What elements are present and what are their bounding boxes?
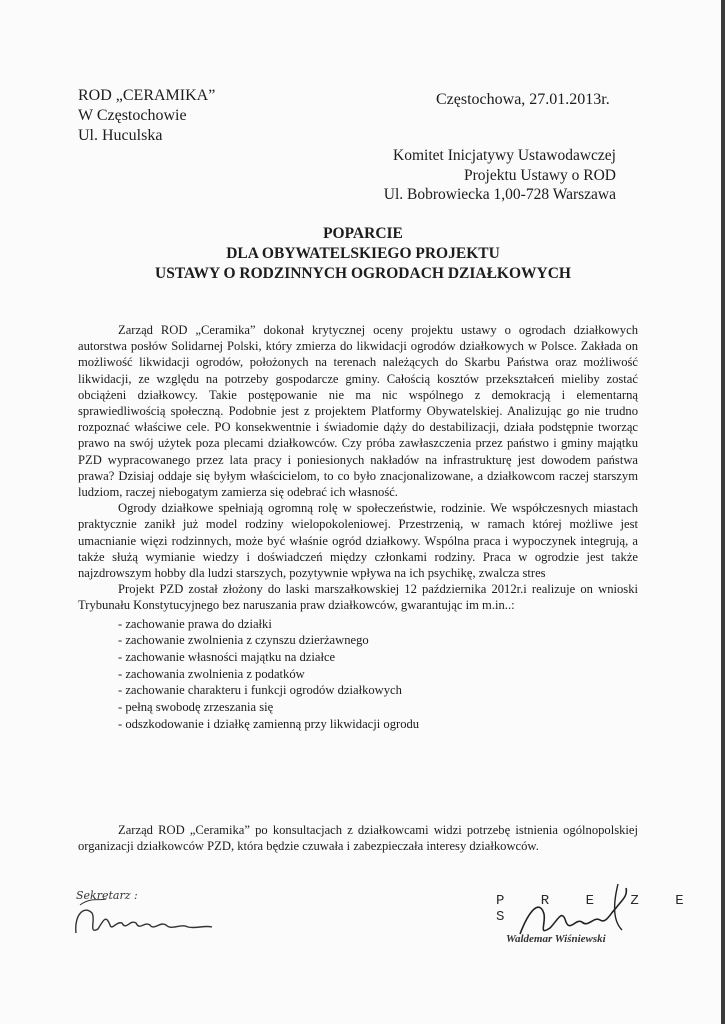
- title-line: USTAWY O RODZINNYCH OGRODACH DZIAŁKOWYCH: [155, 265, 571, 282]
- paragraph: Ogrody działkowe spełniają ogromną rolę w społeczeństwie, rodzinie. We współczesnych miastach praktycznie zanikł już model rodziny wielopokoleniowej. Przestrzenią, w ramach której możliwe jest umacnianie więzi rodzinnych, może być właśnie ogród działkowy. Wspólna praca i wypoczynek integrują, a także służą wymianie wiedzy i doświadczeń między członkami rodziny. Praca w ogrodzie jest także najzdrowszym hobby dla ludzi starszych, pozytywnie wpływa na ich psychikę, zwalcza stres: [78, 501, 638, 581]
- recipient-line: Komitet Inicjatywy Ustawodawczej: [393, 147, 616, 164]
- scan-edge: [721, 0, 725, 1024]
- recipient-address: [300, 146, 616, 205]
- list-item: - zachowanie własności majątku na działce: [118, 650, 336, 665]
- list-item: - odszkodowanie i działkę zamienną przy likwidacji ogrodu: [118, 716, 420, 731]
- secretary-signature-icon: [70, 885, 220, 945]
- recipient-line: Projektu Ustawy o ROD: [464, 166, 616, 184]
- sender-name: ROD „CERAMIKA”: [78, 87, 216, 104]
- list-item: - zachowanie prawa do działki: [118, 616, 272, 631]
- sender-street: Ul. Huculska: [78, 127, 163, 144]
- title-line: POPARCIE: [323, 225, 403, 242]
- list-item: - pełną swobodę zrzeszania się: [118, 700, 274, 715]
- list-item: - zachowanie zwolnienia z czynszu dzierżawnego: [118, 633, 369, 648]
- title-line: DLA OBYWATELSKIEGO PROJEKTU: [226, 245, 500, 262]
- closing-paragraph: Zarząd ROD „Ceramika” po konsultacjach z działkowcami widzi potrzebę istnienia ogólnopolskiej organizacji działkowców PZD, która będzie czuwała i zabezpieczała interesy działkowców.: [78, 823, 638, 854]
- prezes-label: P R E Z E S: [496, 893, 698, 925]
- secretary-label: Sekretarz :: [76, 889, 138, 902]
- sender-address: [78, 86, 215, 146]
- list-item: - zachowanie charakteru i funkcji ogrodów działkowych: [118, 683, 402, 698]
- prezes-name: Waldemar Wiśniewski: [506, 933, 606, 945]
- guarantees-list: [118, 616, 638, 733]
- letter-body: [78, 322, 638, 733]
- sender-city: W Częstochowie: [78, 107, 187, 124]
- recipient-line: Ul. Bobrowiecka 1,00-728 Warszawa: [383, 186, 616, 203]
- letter-date: Częstochowa, 27.01.2013r.: [436, 91, 610, 108]
- closing-paragraph-block: [78, 822, 638, 854]
- letter-title: [60, 224, 666, 284]
- list-item: - zachowania zwolnienia z podatków: [118, 666, 305, 681]
- paragraph: Projekt PZD został złożony do laski marszałkowskiej 12 października 2012r.i realizuje on wnioski Trybunału Konstytucyjnego bez naruszania praw działkowców, gwarantując im m.in..:: [78, 582, 638, 613]
- paragraph: Zarząd ROD „Ceramika” dokonał krytycznej oceny projektu ustawy o ogrodach działkowych autorstwa posłów Solidarnej Polski, który zmierza do likwidacji ogrodów działkowych w Polsce. Zakłada on możliwość likwidacji ogrodów, położonych na terenach należących do Skarbu Państwa oraz możliwość likwidacji, ze względu na potrzeby gospodarcze gminy. Całością kosztów przekształceń mieliby zostać obciążeni działkowcy. Takie postępowanie nie ma nic wspólnego z demokracją i elementarną sprawiedliwością społeczną. Podobnie jest z projektem Platformy Obywatelskiej. Analizując go nie trudno rozpoznać właściwe cele. PO konsekwentnie i świadomie dąży do destabilizacji, działa podstępnie tworząc prawo na swój użytek poza plecami działkowców. Czy próba zawłaszczenia przez państwo i gminy majątku PZD wypracowanego przez lata pracy i poniesionych nakładów na infrastrukturę jest dowodem państwa prawa? Dzisiaj oddaje się byłym właścicielom, to co było znacjonalizowane, a działkowcom raczej starszym ludziom, raczej niebogatym zamierza się odebrać ich własność.: [78, 323, 638, 500]
